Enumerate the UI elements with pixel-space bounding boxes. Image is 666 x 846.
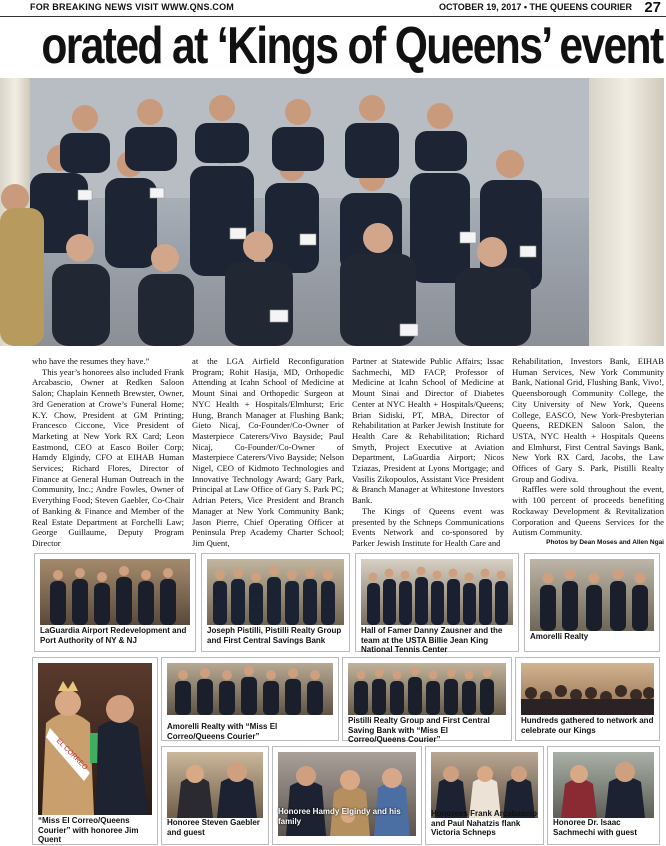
photo-miss-el-correo [32,657,158,845]
col2-para-1: at the LGA Airfield Reconfiguration Program; Rohit Hasija, MD, Orthopedic Attending at Icahn School of Medicine at Mount Sinai and Orthopedic Surgeon at NYC Health + Hospitals/Elmhurst; Eric Hung, Branch Manager at Flushing Bank; Gieto Nicaj, Co-Founder/Co-Owner of Masterpiece Caterers/Vivo Bayside; Paul Nicaj, Co-Founder/Co-Owner of Masterpiece Caterers/Vivo Bayside; Nelson Nigel, CEO of Kidmoto Technologies and Innovative Technology Award; Gary Park, Principal at Law Office of Gary S. Park PC; Adrian Peters, Vice President and Branch Manager at New York Community Bank; Jason Pierre, Chief Operating Officer at Peninsula Prep Academy Charter School; Jim Quent, [192,356,344,548]
col1-para-2: This year’s honorees also included Frank Arcabascio, Owner at Redken Saloon Salon; Chaplain Kenneth Brewster, Owner, 3rd Generation at Crowe’s Funeral Home; K.Y. Chow, President at GM Printing; Francesco Ciccone, Vice President of Marketing at New York RX Card; Leon Eastmond, CEO at Easco Boiler Corp; Hamdy Elgindy, CFO at EIHAB Human Services; Richard Flores, Director of Finance at General Human Outreach in the Community, Inc.; Andre Fowles, Owner of Everything Food; Steven Gaebler, Co-Chair of Banking & Finance and Member of the Real Estate Department at Forchelli Law; George Guillaume, Deputy Program Director [32,366,184,548]
caption-amorelli: Amorelli Realty [530,632,589,641]
page-number: 27 [644,0,661,16]
sash-text: EL CORREO [54,737,89,772]
photo-pistilli [201,553,350,652]
col4-para-1: Rehabilitation, Investors Bank, EIHAB Human Services, New York Community Bank, National Grid, Flushing Bank, Vivo!, Queensborough Community College, the City University of New York, Queens College, EASCO, New York-Presbyterian Queens, REDKEN Saloon Salon, the USTA, NYC Health + Hospitals Queens and Elmhurst, First Central Savings Bank, New York RX Card, Jacobs, the Law Offices of Gary S. Park, Pistilli Realty Group and Godiva. [512,356,664,484]
photo-elgindy [272,746,422,845]
caption-pistilli-miss: Pistilli Realty Group and First Central Saving Bank with “Miss El Correo/Queens Courier” [348,716,490,744]
caption-arcabascio: Honorees Frank Arcabascio and Paul Nahatzis flank Victoria Schneps [431,809,537,837]
column-1 [32,356,184,549]
caption-sachmechi: Honoree Dr. Isaac Sachmechi with guest [553,818,638,837]
photo-gaebler [161,746,269,845]
photo-arcabascio [425,746,544,845]
caption-crowd: Hundreds gathered to network and celebrate our Kings [521,716,654,735]
main-group-photo [0,78,664,346]
caption-amorelli-miss: Amorelli Realty with “Miss El Correo/Queens Courier” [167,722,278,741]
column-2 [192,356,344,549]
article-body [32,356,662,566]
col3-para-1: Partner at Statewide Public Affairs; Issac Sachmechi, MD FACP, Professor of Medicine at Icahn School of Medicine at Mount Sinai and Director of Diabetes Center at NYC Health + Hospitals/Queens; Brian Sidiski, PT, MBA, Director of Rehabilitation at Parker Jewish Institute for Health Care & Rehabilitation; Richard Smyth, Project Executive at Aviation Department, LaGuardia Airport; Nicos Tziazas, President at Lyons Mortgage; and Vasilis Zikopoulos, Assistant Vice President & Branch Manager at Whitestone Investors Bank. [352,356,504,506]
caption-laguardia: LaGuardia Airport Redevelopment and Port Authority of NY & NJ [40,626,187,645]
photo-credit: Photos by Dean Moses and Allen Ngai [546,538,664,546]
caption-elgindy: Honoree Hamdy Elgindy and his family [278,807,401,826]
col4-para-2: Raffles were sold throughout the event, with 100 percent of proceeds benefiting Rockaway Development & Revitalization Corporation and Queens Services for the Autism Community. [512,484,664,538]
caption-gaebler: Honoree Steven Gaebler and guest [167,818,260,837]
col3-para-2: The Kings of Queens event was presented by the Schneps Communications Events Network and co-sponsored by Parker Jewish Institute for Health Care and [352,505,504,548]
photo-sachmechi [547,746,660,845]
column-4 [512,356,664,546]
photo-crowd [515,657,660,741]
headline: orated at ‘Kings of Queens’ event [41,17,663,74]
photo-laguardia [34,553,196,652]
column-3 [352,356,504,549]
group-figures [0,78,664,346]
headline-container [0,16,666,74]
caption-usta: Hall of Famer Danny Zausner and the team at the USTA Billie Jean King National Tennis Center [361,626,503,654]
caption-pistilli: Joseph Pistilli, Pistilli Realty Group and First Central Savings Bank [207,626,342,645]
photo-usta [355,553,519,652]
photo-amorelli-miss [161,657,339,741]
header-right: OCTOBER 19, 2017 • THE QUEENS COURIER [438,2,632,12]
photo-amorelli [524,553,660,652]
header-left: FOR BREAKING NEWS VISIT WWW.QNS.COM [30,2,234,12]
running-header [0,0,666,17]
photo-pistilli-miss [342,657,512,744]
caption-miss-el-correo: “Miss El Correo/Queens Courier” with honoree Jim Quent [38,816,139,844]
col1-para-1: who have the resumes they have.” [32,356,150,366]
woman-gold-dress [0,208,44,346]
